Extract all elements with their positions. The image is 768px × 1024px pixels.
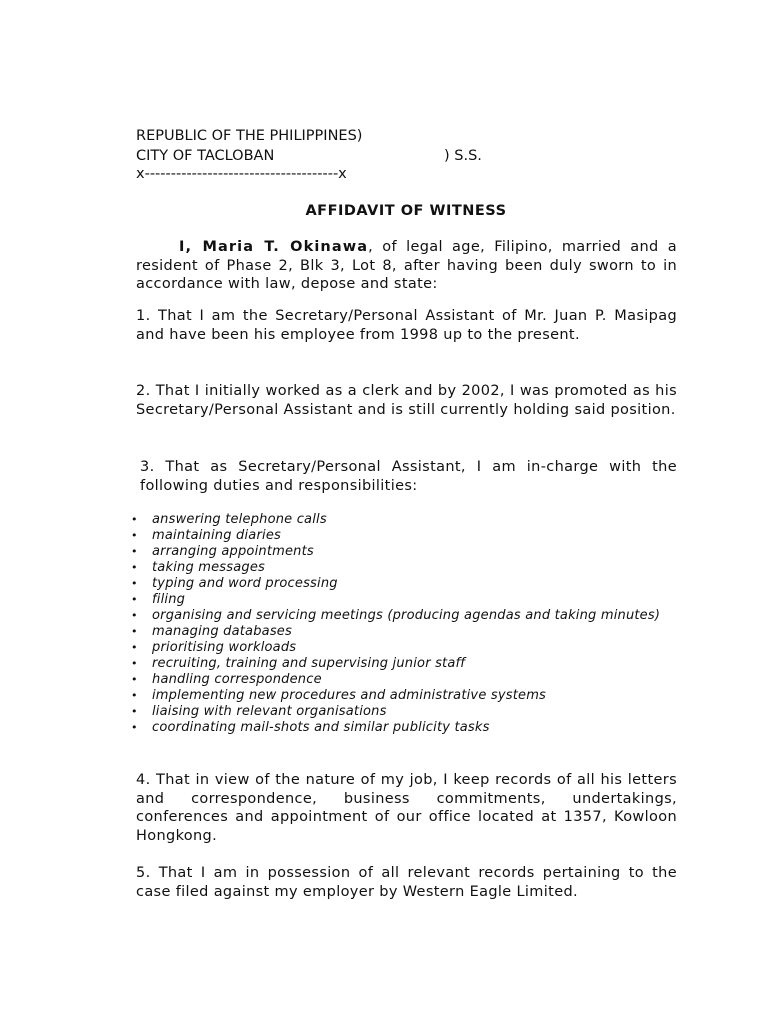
- list-item: • implementing new procedures and administrative systems: [131, 688, 547, 703]
- list-item: • filing: [131, 592, 186, 607]
- list-item: • managing databases: [131, 624, 292, 639]
- list-item: • organising and servicing meetings (producing agendas and taking minutes): [131, 608, 661, 623]
- list-item: • coordinating mail-shots and similar publicity tasks: [131, 720, 490, 735]
- caption-separator: x-------------------------------------x: [136, 166, 347, 182]
- intro-paragraph: [136, 238, 677, 294]
- bullet-icon: •: [131, 625, 138, 638]
- document-title: AFFIDAVIT OF WITNESS: [305, 203, 507, 219]
- bullet-icon: •: [131, 673, 138, 686]
- bullet-icon: •: [131, 657, 138, 670]
- list-item: • recruiting, training and supervising junior staff: [131, 656, 466, 671]
- bullet-icon: •: [131, 513, 138, 526]
- bullet-icon: •: [131, 561, 138, 574]
- list-item: • arranging appointments: [131, 544, 314, 559]
- caption-ss: ) S.S.: [444, 148, 482, 164]
- list-item: • taking messages: [131, 560, 266, 575]
- paragraph-1: 1. That I am the Secretary/Personal Assistant of Mr. Juan P. Masipag and have been his employee from 1998 up to the present.: [136, 308, 677, 343]
- paragraph-3: 3. That as Secretary/Personal Assistant, I am in-charge with the following duties and responsibilities:: [140, 459, 677, 494]
- bullet-icon: •: [131, 721, 138, 734]
- bullet-icon: •: [131, 577, 138, 590]
- affiant-name: I, Maria T. Okinawa: [179, 239, 369, 255]
- caption-republic: REPUBLIC OF THE PHILIPPINES): [136, 128, 363, 144]
- bullet-icon: •: [131, 689, 138, 702]
- bullet-icon: •: [131, 641, 138, 654]
- bullet-icon: •: [131, 545, 138, 558]
- list-item: • typing and word processing: [131, 576, 338, 591]
- bullet-icon: •: [131, 609, 138, 622]
- paragraph-4: 4. That in view of the nature of my job, I keep records of all his letters and correspondence, business commitments, undertakings, conferences and appointment of our office located at 1357, Kowloon Hongkong.: [136, 772, 677, 844]
- list-item: • answering telephone calls: [131, 512, 327, 527]
- list-item: • maintaining diaries: [131, 528, 281, 543]
- intro-text: , of legal age, Filipino, married and a resident of Phase 2, Blk 3, Lot 8, after having been duly sworn to in accordance with law, depose and state:: [136, 239, 677, 293]
- list-item: • handling correspondence: [131, 672, 322, 687]
- duties-list: [131, 512, 677, 736]
- bullet-icon: •: [131, 593, 138, 606]
- paragraph-5: 5. That I am in possession of all relevant records pertaining to the case filed against my employer by Western Eagle Limited.: [136, 865, 677, 900]
- paragraph-2: 2. That I initially worked as a clerk and by 2002, I was promoted as his Secretary/Personal Assistant and is still currently holding said position.: [136, 383, 677, 418]
- caption-city: CITY OF TACLOBAN: [136, 148, 275, 164]
- list-item: • prioritising workloads: [131, 640, 297, 655]
- bullet-icon: •: [131, 529, 138, 542]
- bullet-icon: •: [131, 705, 138, 718]
- list-item: • liaising with relevant organisations: [131, 704, 387, 719]
